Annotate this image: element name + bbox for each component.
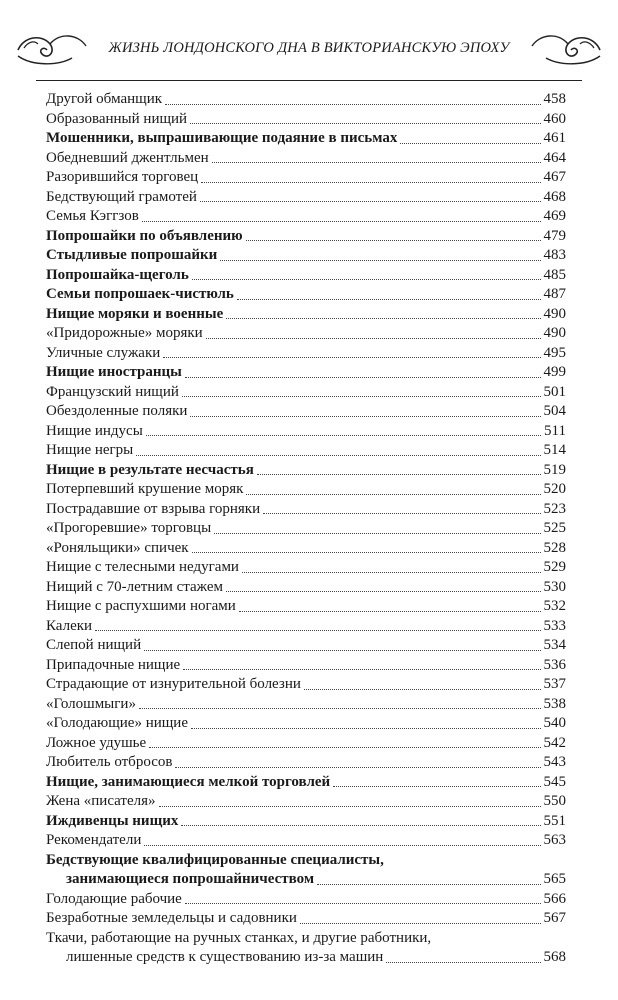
toc-entry[interactable] [46, 363, 566, 383]
dot-leader [136, 455, 540, 456]
toc-entry-title: Нищие с распухшими ногами [46, 598, 236, 614]
toc-entry-page-number: 542 [543, 734, 566, 751]
left-flourish-ornament-icon [12, 26, 92, 72]
toc-entry[interactable] [46, 402, 566, 422]
toc-entry-page-number: 565 [543, 871, 566, 887]
dot-leader [237, 299, 541, 300]
toc-entry-page-number: 485 [543, 266, 566, 283]
toc-entry-title: Голодающие рабочие [46, 890, 182, 907]
dot-leader [146, 435, 541, 436]
dot-leader [333, 786, 540, 787]
toc-entry-title: Страдающие от изнурительной болезни [46, 676, 301, 692]
dot-leader [142, 221, 541, 222]
toc-entry-title: Нищий с 70-летним стажем [46, 578, 223, 595]
toc-entry-title: Калеки [46, 617, 93, 634]
table-of-contents [46, 90, 566, 968]
toc-entry-title-line1: Бедствующие квалифицированные специалисты, [46, 851, 384, 868]
header-rule [36, 80, 582, 81]
toc-entry[interactable] [46, 890, 566, 910]
toc-entry-title: Стыдливые попрошайки [46, 247, 218, 263]
toc-entry-page-number: 504 [543, 403, 566, 419]
toc-entry[interactable] [46, 227, 566, 247]
dot-leader [242, 572, 541, 573]
toc-entry[interactable] [46, 539, 566, 559]
toc-entry-title: Семьи попрошаек-чистюль [46, 286, 234, 302]
dot-leader [257, 474, 541, 475]
toc-entry-title: Пострадавшие от взрыва горняки [46, 500, 261, 517]
toc-entry-title: Попрошайки по объявлению [46, 227, 243, 244]
toc-entry-page-number: 523 [543, 500, 566, 517]
toc-entry-page-number: 532 [543, 598, 566, 614]
dot-leader [190, 416, 540, 417]
toc-entry-title-line2-row [46, 870, 566, 890]
toc-entry-title-line2: занимающиеся попрошайничеством [66, 871, 315, 887]
toc-entry-page-number: 487 [543, 286, 566, 302]
toc-entry-title: Слепой нищий [46, 637, 142, 653]
right-flourish-ornament-icon [526, 26, 606, 72]
dot-leader [206, 338, 541, 339]
dot-leader [175, 767, 540, 768]
toc-entry-page-number: 538 [543, 695, 566, 712]
toc-entry-title: Уличные служаки [46, 344, 161, 361]
toc-entry-page-number: 530 [543, 578, 566, 595]
toc-entry[interactable] [46, 792, 566, 812]
toc-entry-page-number: 520 [543, 481, 566, 497]
dot-leader [149, 747, 540, 748]
toc-entry[interactable] [46, 675, 566, 695]
toc-entry-title: Французский нищий [46, 383, 179, 400]
toc-entry-title: Образованный нищий [46, 110, 188, 127]
toc-entry-page-number: 490 [543, 325, 566, 341]
header-title: ЖИЗНЬ ЛОНДОНСКОГО ДНА В ВИКТОРИАНСКУЮ ЭПОХУ [108, 40, 510, 56]
dot-leader [220, 260, 540, 261]
toc-multi-line-list [46, 851, 566, 890]
dot-leader [192, 552, 541, 553]
toc-entry-page-number: 550 [543, 793, 566, 809]
toc-entry-page-number: 545 [543, 773, 566, 790]
toc-entry-title: Мошенники, выпрашивающие подаяние в письмах [46, 130, 398, 146]
toc-entry-page-number: 525 [543, 520, 566, 536]
toc-entry-page-number: 483 [543, 247, 566, 263]
dot-leader [183, 669, 540, 670]
toc-entry[interactable] [46, 383, 566, 403]
toc-entry[interactable] [46, 578, 566, 598]
toc-entry[interactable] [46, 90, 566, 110]
toc-entry-title: Разорившийся торговец [46, 169, 199, 185]
toc-entry-page-number: 568 [543, 949, 566, 965]
toc-entry[interactable] [46, 110, 566, 130]
toc-entry[interactable] [46, 149, 566, 169]
toc-entry-multiline[interactable] [46, 851, 566, 890]
toc-entry[interactable] [46, 285, 566, 305]
toc-entry-title: Нищие иностранцы [46, 364, 182, 380]
toc-entry-title: Семья Кэггзов [46, 208, 139, 224]
dot-leader [192, 279, 541, 280]
toc-entry[interactable] [46, 324, 566, 344]
toc-entry-page-number: 511 [544, 422, 566, 439]
dot-leader [190, 123, 540, 124]
dot-leader [246, 494, 540, 495]
toc-entry-page-number: 495 [543, 344, 566, 361]
dot-leader [163, 357, 540, 358]
toc-entry-title: «Голодающие» нищие [46, 715, 188, 731]
dot-leader [159, 806, 541, 807]
toc-multi-line-after-list [46, 929, 566, 968]
dot-leader [185, 903, 541, 904]
toc-entry[interactable] [46, 519, 566, 539]
toc-entry-title: «Придорожные» моряки [46, 325, 203, 341]
dot-leader [214, 533, 540, 534]
toc-entry-title: Нищие, занимающиеся мелкой торговлей [46, 773, 331, 790]
toc-entry[interactable] [46, 207, 566, 227]
toc-entry-title: Жена «писателя» [46, 793, 156, 809]
toc-entry-page-number: 479 [543, 227, 566, 244]
toc-entry[interactable] [46, 500, 566, 520]
toc-entry-page-number: 468 [543, 188, 566, 205]
toc-entry-title-line2: лишенные средств к существованию из-за машин [66, 949, 384, 965]
toc-entry[interactable] [46, 714, 566, 734]
toc-entry[interactable] [46, 773, 566, 793]
toc-entry-title: Нищие индусы [46, 422, 143, 439]
dot-leader [95, 630, 540, 631]
toc-entry-title-line2-row [46, 948, 566, 968]
dot-leader [239, 611, 541, 612]
toc-entry-page-number: 540 [543, 715, 566, 731]
toc-entry[interactable] [46, 305, 566, 325]
toc-entry[interactable] [46, 168, 566, 188]
dot-leader [212, 162, 541, 163]
toc-entry-title-line1: Ткачи, работающие на ручных станках, и другие работники, [46, 929, 432, 946]
toc-entry-page-number: 469 [543, 208, 566, 224]
toc-entry-title: Припадочные нищие [46, 656, 181, 673]
toc-entry-title: «Прогоревшие» торговцы [46, 520, 212, 536]
toc-entry-title: Рекомендатели [46, 832, 142, 848]
toc-entry-page-number: 567 [543, 910, 566, 926]
toc-entry-page-number: 490 [543, 305, 566, 322]
toc-entry-title: Иждивенцы нищих [46, 812, 179, 829]
toc-entry[interactable] [46, 441, 566, 461]
toc-entry-page-number: 529 [543, 559, 566, 575]
toc-entry[interactable] [46, 129, 566, 149]
toc-entry-page-number: 551 [543, 812, 566, 829]
toc-entry-page-number: 467 [543, 169, 566, 185]
dot-leader [386, 962, 540, 963]
dot-leader [191, 728, 541, 729]
toc-entry[interactable] [46, 597, 566, 617]
dot-leader [200, 201, 541, 202]
toc-entry[interactable] [46, 266, 566, 286]
toc-entry[interactable] [46, 812, 566, 832]
dot-leader [144, 650, 540, 651]
toc-entry-page-number: 536 [543, 656, 566, 673]
toc-entry[interactable] [46, 695, 566, 715]
toc-entry-page-number: 458 [543, 91, 566, 107]
toc-entry-title: Нищие в результате несчастья [46, 461, 254, 478]
dot-leader [165, 104, 540, 105]
toc-main-list [46, 90, 566, 851]
toc-entry[interactable] [46, 344, 566, 364]
toc-entry[interactable] [46, 656, 566, 676]
toc-entry[interactable] [46, 558, 566, 578]
toc-entry-page-number: 537 [543, 676, 566, 692]
dot-leader [144, 845, 540, 846]
toc-entry-page-number: 566 [543, 890, 566, 907]
dot-leader [201, 182, 540, 183]
toc-entry-title: Нищие негры [46, 442, 134, 458]
toc-entry-title: Нищие с телесными недугами [46, 559, 239, 575]
toc-entry[interactable] [46, 422, 566, 442]
toc-entry-page-number: 533 [543, 617, 566, 634]
toc-entry[interactable] [46, 480, 566, 500]
toc-entry-title: Нищие моряки и военные [46, 305, 224, 322]
dot-leader [226, 591, 541, 592]
toc-entry-page-number: 563 [543, 832, 566, 848]
dot-leader [182, 396, 541, 397]
toc-entry-title: Другой обманщик [46, 91, 163, 107]
toc-entry-title: Попрошайка-щеголь [46, 266, 189, 283]
dot-leader [400, 143, 540, 144]
toc-entry-title: Безработные земледельцы и садовники [46, 910, 297, 926]
toc-entry[interactable] [46, 831, 566, 851]
toc-entry-page-number: 534 [543, 637, 566, 653]
toc-entry-title: Обедневший джентльмен [46, 149, 209, 166]
toc-entry[interactable] [46, 617, 566, 637]
toc-entry-page-number: 499 [543, 364, 566, 380]
toc-entry-page-number: 543 [543, 754, 566, 770]
toc-entry[interactable] [46, 636, 566, 656]
running-header [0, 18, 618, 88]
toc-entry-title: Обездоленные поляки [46, 403, 188, 419]
dot-leader [317, 884, 540, 885]
toc-entry-title: Потерпевший крушение моряк [46, 481, 244, 497]
toc-entry[interactable] [46, 461, 566, 481]
toc-entry-page-number: 514 [543, 442, 566, 458]
dot-leader [226, 318, 540, 319]
dot-leader [246, 240, 541, 241]
dot-leader [185, 377, 541, 378]
toc-entry-title: Любитель отбросов [46, 754, 173, 770]
toc-entry[interactable] [46, 246, 566, 266]
toc-entry-page-number: 501 [543, 383, 566, 400]
dot-leader [181, 825, 540, 826]
toc-entry-page-number: 528 [543, 539, 566, 556]
dot-leader [139, 708, 541, 709]
toc-entry[interactable] [46, 734, 566, 754]
toc-after-list [46, 890, 566, 929]
dot-leader [304, 689, 541, 690]
toc-entry[interactable] [46, 753, 566, 773]
dot-leader [263, 513, 540, 514]
toc-entry[interactable] [46, 188, 566, 208]
dot-leader [300, 923, 541, 924]
toc-entry-page-number: 464 [543, 149, 566, 166]
toc-entry-title: Ложное удушье [46, 734, 147, 751]
toc-entry-page-number: 460 [543, 110, 566, 127]
toc-entry-page-number: 519 [543, 461, 566, 478]
toc-entry-title: Бедствующий грамотей [46, 188, 197, 205]
toc-entry-page-number: 461 [543, 130, 566, 146]
toc-entry[interactable] [46, 909, 566, 929]
toc-entry-title: «Голошмыги» [46, 695, 136, 712]
toc-entry-multiline[interactable] [46, 929, 566, 968]
toc-entry-title: «Роняльщики» спичек [46, 539, 189, 556]
